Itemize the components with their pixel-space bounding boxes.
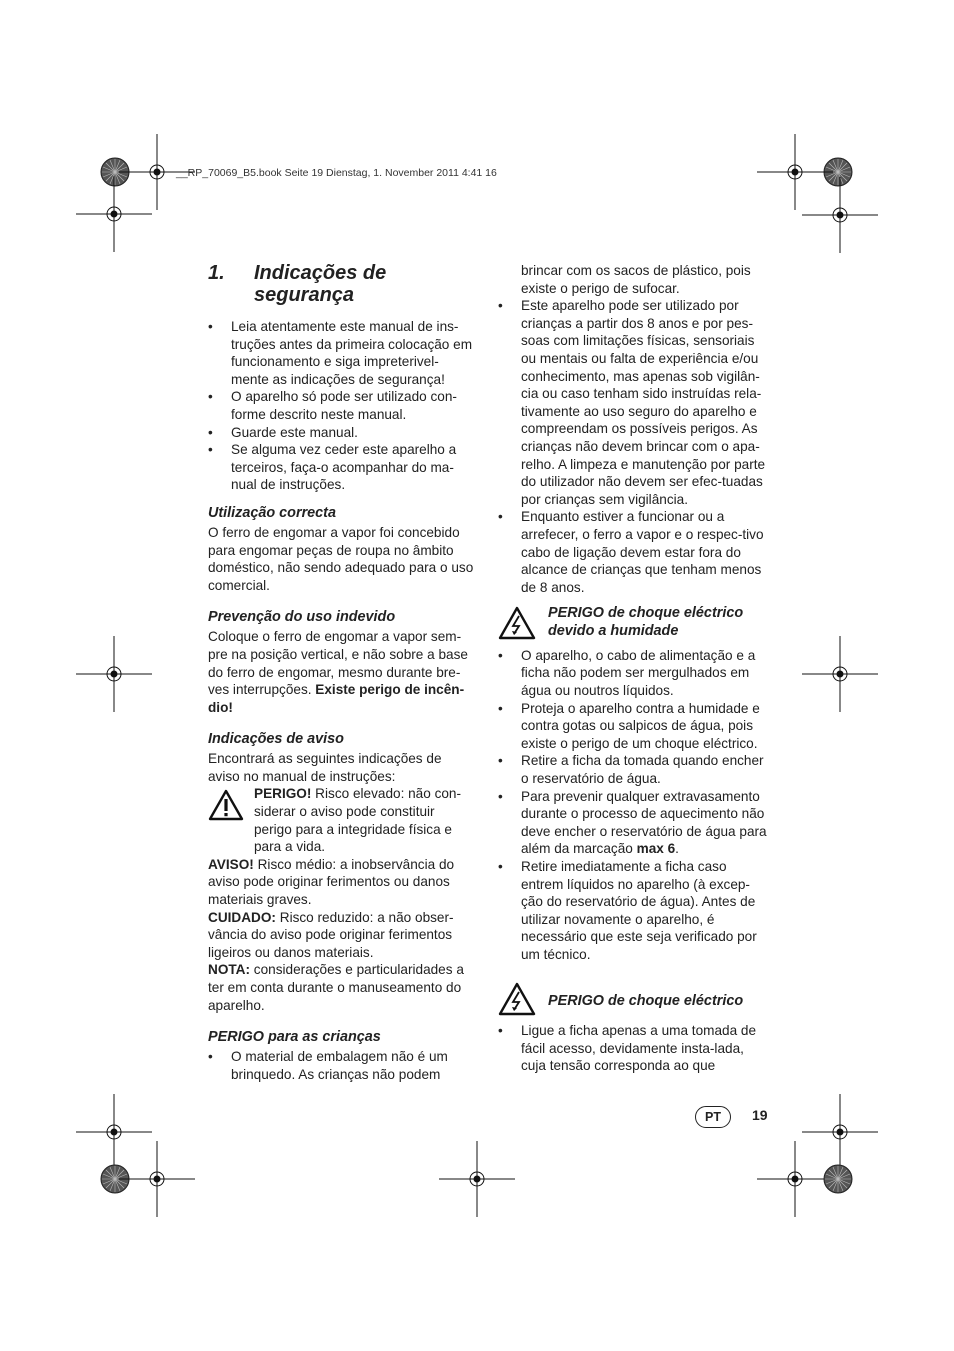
misuse-bold: Existe perigo de incên-dio!	[208, 682, 465, 715]
cuidado-body: Risco reduzido: a não obser-vância do aviso pode originar ferimentos ligeiros ou danos materiais.	[208, 909, 454, 960]
humidity-list	[498, 647, 768, 964]
heading-shock: PERIGO de choque eléctrico	[548, 992, 744, 1009]
nota-text	[208, 961, 476, 1014]
item-end: .	[675, 841, 679, 857]
list-item: • Retire a ficha da tomada quando encher o reservatório de água.	[498, 752, 768, 787]
list-item: • Se alguma vez ceder este aparelho a terceiros, faça-o acompanhar do ma-nual de instruções.	[208, 441, 476, 494]
aviso-text	[208, 856, 476, 909]
list-item: • Proteja o aparelho contra a humidade e contra gotas ou salpicos de água, pois existe o perigo de um choque eléctrico.	[498, 700, 768, 753]
page-number: 19	[752, 1107, 768, 1123]
electric-shock-icon	[498, 980, 548, 1021]
shock-list	[498, 1022, 768, 1075]
warning-triangle-icon	[208, 785, 254, 826]
heading-children: PERIGO para as crianças	[208, 1029, 381, 1046]
list-item	[498, 788, 768, 858]
heading-warnings: Indicações de aviso	[208, 731, 344, 748]
heading-misuse: Prevenção do uso indevido	[208, 609, 396, 626]
list-item: • Guarde este manual.	[208, 424, 476, 442]
perigo-text	[254, 785, 476, 855]
shock-heading-block	[498, 980, 768, 1021]
section-number: 1.	[208, 262, 225, 284]
left-column	[208, 262, 476, 1083]
use-text: O ferro de engomar a vapor foi concebido para engomar peças de roupa no âmbito doméstico, não sendo adequado para o uso comercial.	[208, 524, 474, 593]
right-column	[498, 262, 768, 1075]
perigo-block	[208, 785, 476, 855]
section-title: Indicações de segurança	[254, 262, 387, 306]
item-bold: max 6	[636, 841, 676, 857]
list-item: • Leia atentamente este manual de ins-truções antes da primeira colocação em funcionamento e siga impreterivel-mente as indicações de segurança!	[208, 318, 476, 388]
list-item: • O material de embalagem não é um brinquedo. As crianças não podem	[208, 1048, 476, 1083]
heading-humidity: PERIGO de choque eléctrico devido a humidade	[548, 605, 744, 640]
misuse-text	[208, 628, 476, 716]
children-list-cont	[498, 297, 768, 596]
perigo-body: Risco elevado: não con-siderar o aviso pode constituir perigo para a integridade física e para a vida.	[254, 786, 462, 855]
humidity-heading-block	[498, 604, 768, 645]
list-item: • O aparelho só pode ser utilizado con-forme descrito neste manual.	[208, 388, 476, 423]
list-item: • Este aparelho pode ser utilizado por crianças a partir dos 8 anos e por pes-soas com limitações físicas, sensoriais ou mentais ou falta de experiência e/ou conhecimento, mas apenas sob vigilân-cia ou caso tenham sido instruídas rela-tivamente ao uso seguro do aparelho e compreendam os possíveis perigos. As crianças não devem brincar com o apa-relho. A limpeza e manutenção por parte do utilizador não devem ser efec-tuadas por crianças sem vigilância.	[498, 297, 768, 508]
heading-use: Utilização correcta	[208, 504, 336, 521]
aviso-body: Risco médio: a inobservância do aviso pode originar ferimentos ou danos materiais graves.	[208, 856, 455, 908]
aviso-label: AVISO!	[208, 856, 254, 872]
cuidado-label: CUIDADO:	[208, 909, 276, 925]
list-item: • O aparelho, o cabo de alimentação e a ficha não podem ser mergulhados em água ou noutros líquidos.	[498, 647, 768, 700]
misuse-body: Coloque o ferro de engomar a vapor sem-pre na posição vertical, e não sobre a base do ferro de engomar, mesmo durante bre-ves interrupções.	[208, 629, 468, 698]
page-title	[208, 262, 476, 306]
children-list	[208, 1048, 476, 1083]
list-item: • Enquanto estiver a funcionar ou a arrefecer, o ferro a vapor e o respec-tivo cabo de ligação devem estar fora do alcance de crianças que tenham menos de 8 anos.	[498, 508, 768, 596]
list-item: • Retire imediatamente a ficha caso entrem líquidos no aparelho (à excep-ção do reservatório de água). Antes de utilizar novamente o aparelho, é necessário que este seja verificado por um técnico.	[498, 858, 768, 964]
electric-shock-icon	[498, 604, 548, 645]
list-item: • Ligue a ficha apenas a uma tomada de fácil acesso, devidamente insta-lada, cuja tensão corresponda ao que	[498, 1022, 768, 1075]
nota-label: NOTA:	[208, 962, 251, 978]
continued-text: brincar com os sacos de plástico, pois existe o perigo de sufocar.	[521, 263, 751, 296]
nota-body: considerações e particularidades a ter em conta durante o manuseamento do aparelho.	[208, 962, 464, 1013]
item-body: Para prevenir qualquer extravasamento durante o processo de aquecimento não deve encher o reservatório de água para além da marcação	[521, 788, 767, 857]
perigo-label: PERIGO!	[254, 786, 312, 802]
cuidado-text	[208, 909, 476, 962]
warnings-intro: Encontrará as seguintes indicações de aviso no manual de instruções:	[208, 751, 442, 784]
intro-list	[208, 318, 476, 494]
file-header: __RP_70069_B5.book Seite 19 Dienstag, 1. November 2011 4:41 16	[176, 167, 497, 179]
language-badge: PT	[695, 1106, 731, 1128]
